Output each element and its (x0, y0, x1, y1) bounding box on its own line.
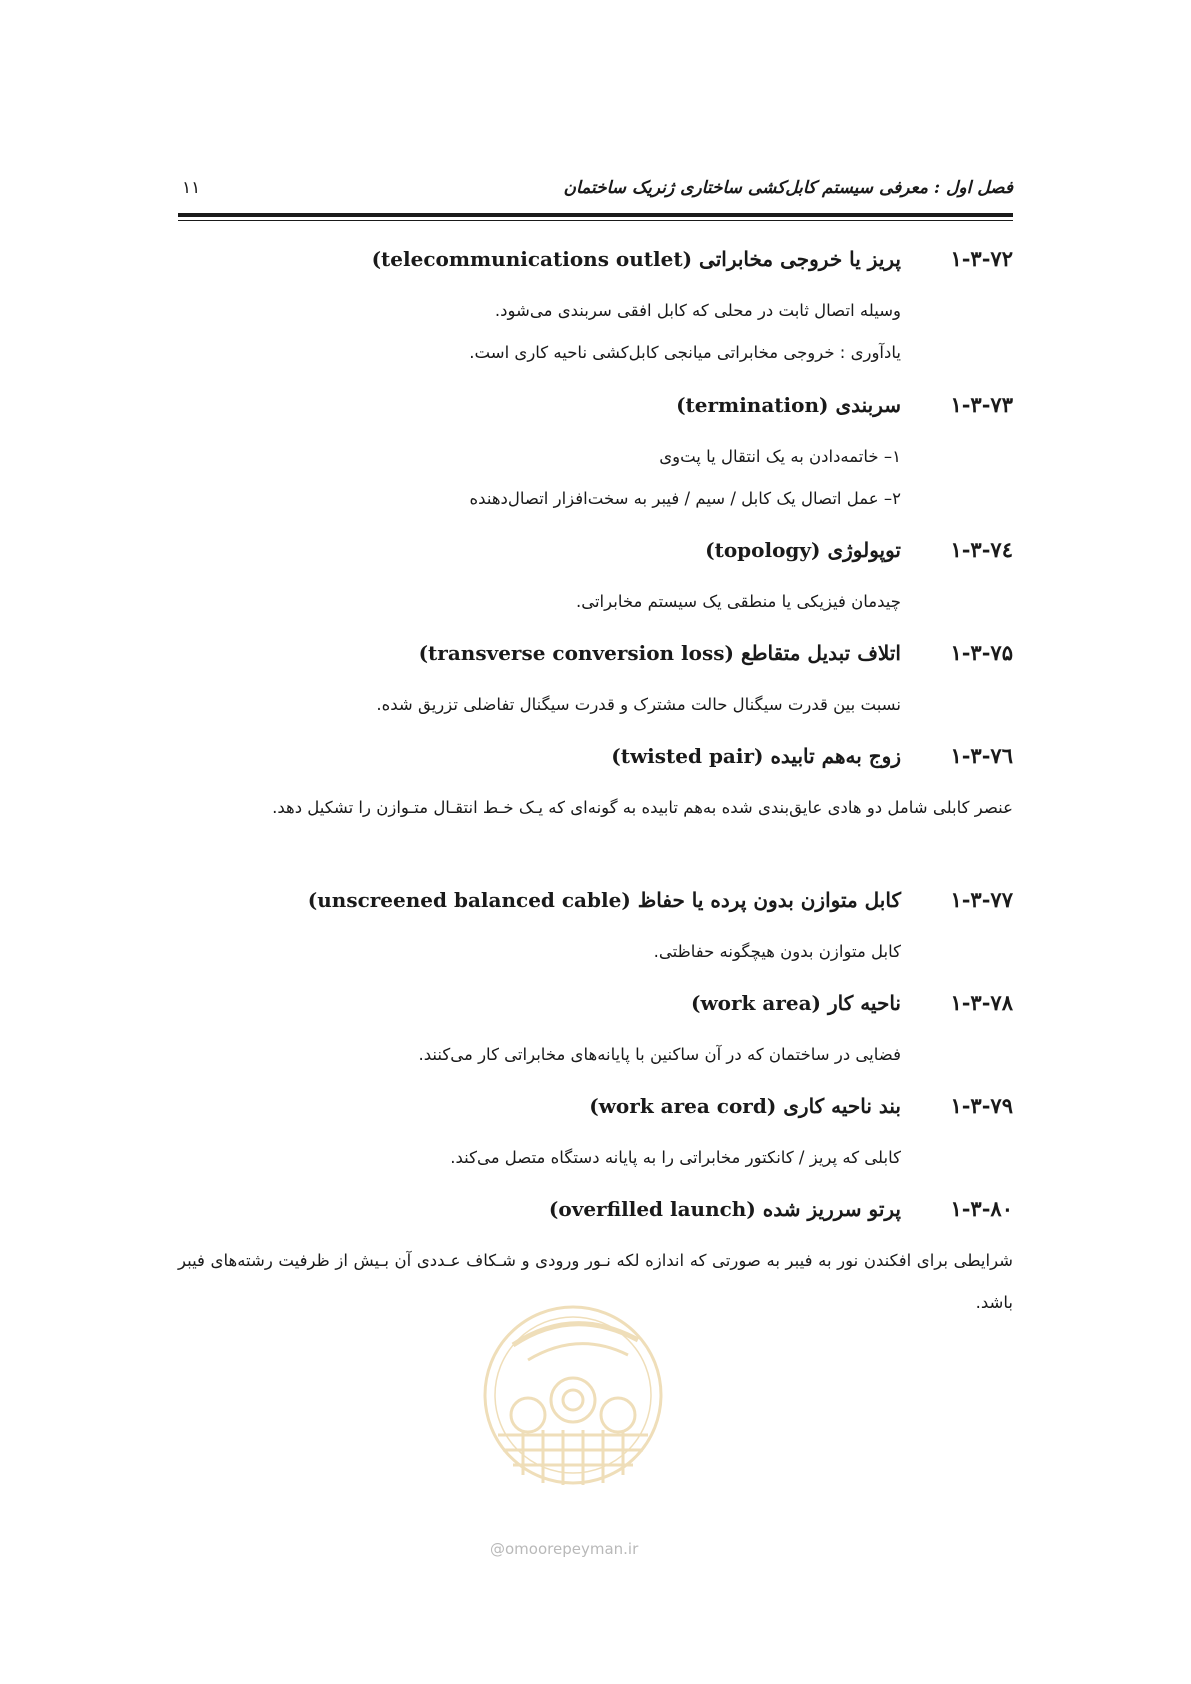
definition-line: وسیله اتصال ثابت در محلی که کابل افقی سربندی می‌شود. (494, 301, 901, 320)
term-definition (178, 787, 1013, 829)
term-title: زوج به‌هم تابیده (twisted pair) (611, 744, 901, 768)
definition-line: چیدمان فیزیکی یا منطقی یک سیستم مخابراتی. (575, 592, 901, 611)
term-definition (178, 1034, 901, 1076)
term-number: ۱-۳-۷۹ (950, 1093, 1013, 1118)
term-title: ناحیه کار (work area) (690, 991, 901, 1015)
definition-line: فضایی در ساختمان که در آن ساکنین با پایانه‌های مخابراتی کار می‌کنند. (418, 1045, 901, 1064)
definition-line: ۲– عمل اتصال یک کابل / سیم / فیبر به سخت‌افزار اتصال‌دهنده (469, 489, 901, 508)
header-rule-thin (178, 220, 1013, 221)
term-entry (178, 990, 1013, 1076)
term-heading (178, 392, 1013, 424)
term-definition (178, 436, 901, 520)
term-title: پرتو سرریز شده (overfilled launch) (548, 1197, 901, 1221)
term-heading (178, 743, 1013, 775)
term-number: ۱-۳-۷٦ (950, 743, 1013, 768)
term-entry (178, 640, 1013, 726)
watermark-logo-icon (478, 1285, 668, 1495)
term-number: ۱-۳-۷۸ (950, 990, 1013, 1015)
chapter-title: فصل اول : معرفی سیستم کابل‌کشی ساختاری ژنریک ساختمان (563, 178, 1013, 198)
term-heading (178, 640, 1013, 672)
definition-line: عنصر کابلی شامل دو هادی عایق‌بندی شده به‌هم تابیده به گونه‌ای که یـک خـط انتقـال متـوازن را تشکیل دهد. (272, 798, 1013, 817)
term-definition (178, 290, 901, 374)
term-heading (178, 246, 1013, 278)
term-entry (178, 743, 1013, 829)
header-rule-thick (178, 213, 1013, 217)
term-entry (178, 392, 1013, 520)
term-heading (178, 537, 1013, 569)
term-heading (178, 1093, 1013, 1125)
term-entry (178, 246, 1013, 374)
definition-line: یادآوری : خروجی مخابراتی میانجی کابل‌کشی ناحیه کاری است. (469, 343, 901, 362)
watermark-url: @omoorepeyman.ir (490, 1540, 639, 1558)
term-definition (178, 684, 901, 726)
term-number: ۱-۳-۷۲ (950, 246, 1013, 271)
definition-line: نسبت بین قدرت سیگنال حالت مشترک و قدرت سیگنال تفاضلی تزریق شده. (376, 695, 901, 714)
term-title: اتلاف تبدیل متقاطع (transverse conversion loss) (418, 641, 901, 665)
term-number: ۱-۳-۷۷ (950, 887, 1013, 912)
definition-line: شرایطی برای افکندن نور به فیبر به صورتی که اندازه لکه نـور ورودی و شـکاف عـددی آن بـیش از ظرفیت رشته‌های فیبر باشد. (178, 1251, 1013, 1312)
term-definition (178, 581, 901, 623)
term-definition (178, 1137, 901, 1179)
term-title: بند ناحیه کاری (work area cord) (589, 1094, 901, 1118)
page-number: ۱۱ (182, 178, 201, 198)
term-entry (178, 1093, 1013, 1179)
term-heading (178, 990, 1013, 1022)
term-entry (178, 537, 1013, 623)
term-heading (178, 887, 1013, 919)
term-number: ۱-۳-۸۰ (950, 1196, 1013, 1221)
term-definition (178, 931, 901, 973)
term-title: پریز یا خروجی مخابراتی (telecommunications outlet) (371, 247, 901, 271)
definition-line: کابل متوازن بدون هیچگونه حفاظتی. (653, 942, 901, 961)
term-number: ۱-۳-۷٤ (950, 537, 1013, 562)
term-title: کابل متوازن بدون پرده یا حفاظ (unscreened balanced cable) (307, 888, 901, 912)
term-heading (178, 1196, 1013, 1228)
page-header (178, 178, 1013, 208)
term-title: سربندی (termination) (676, 393, 901, 417)
term-number: ۱-۳-۷۵ (950, 640, 1013, 665)
term-entry (178, 887, 1013, 973)
term-number: ۱-۳-۷۳ (950, 392, 1013, 417)
definition-line: کابلی که پریز / کانکتور مخابراتی را به پایانه دستگاه متصل می‌کند. (450, 1148, 901, 1167)
term-title: توپولوژی (topology) (705, 538, 901, 562)
definition-line: ۱– خاتمه‌دادن به یک انتقال یا پت‌وی (659, 447, 901, 466)
